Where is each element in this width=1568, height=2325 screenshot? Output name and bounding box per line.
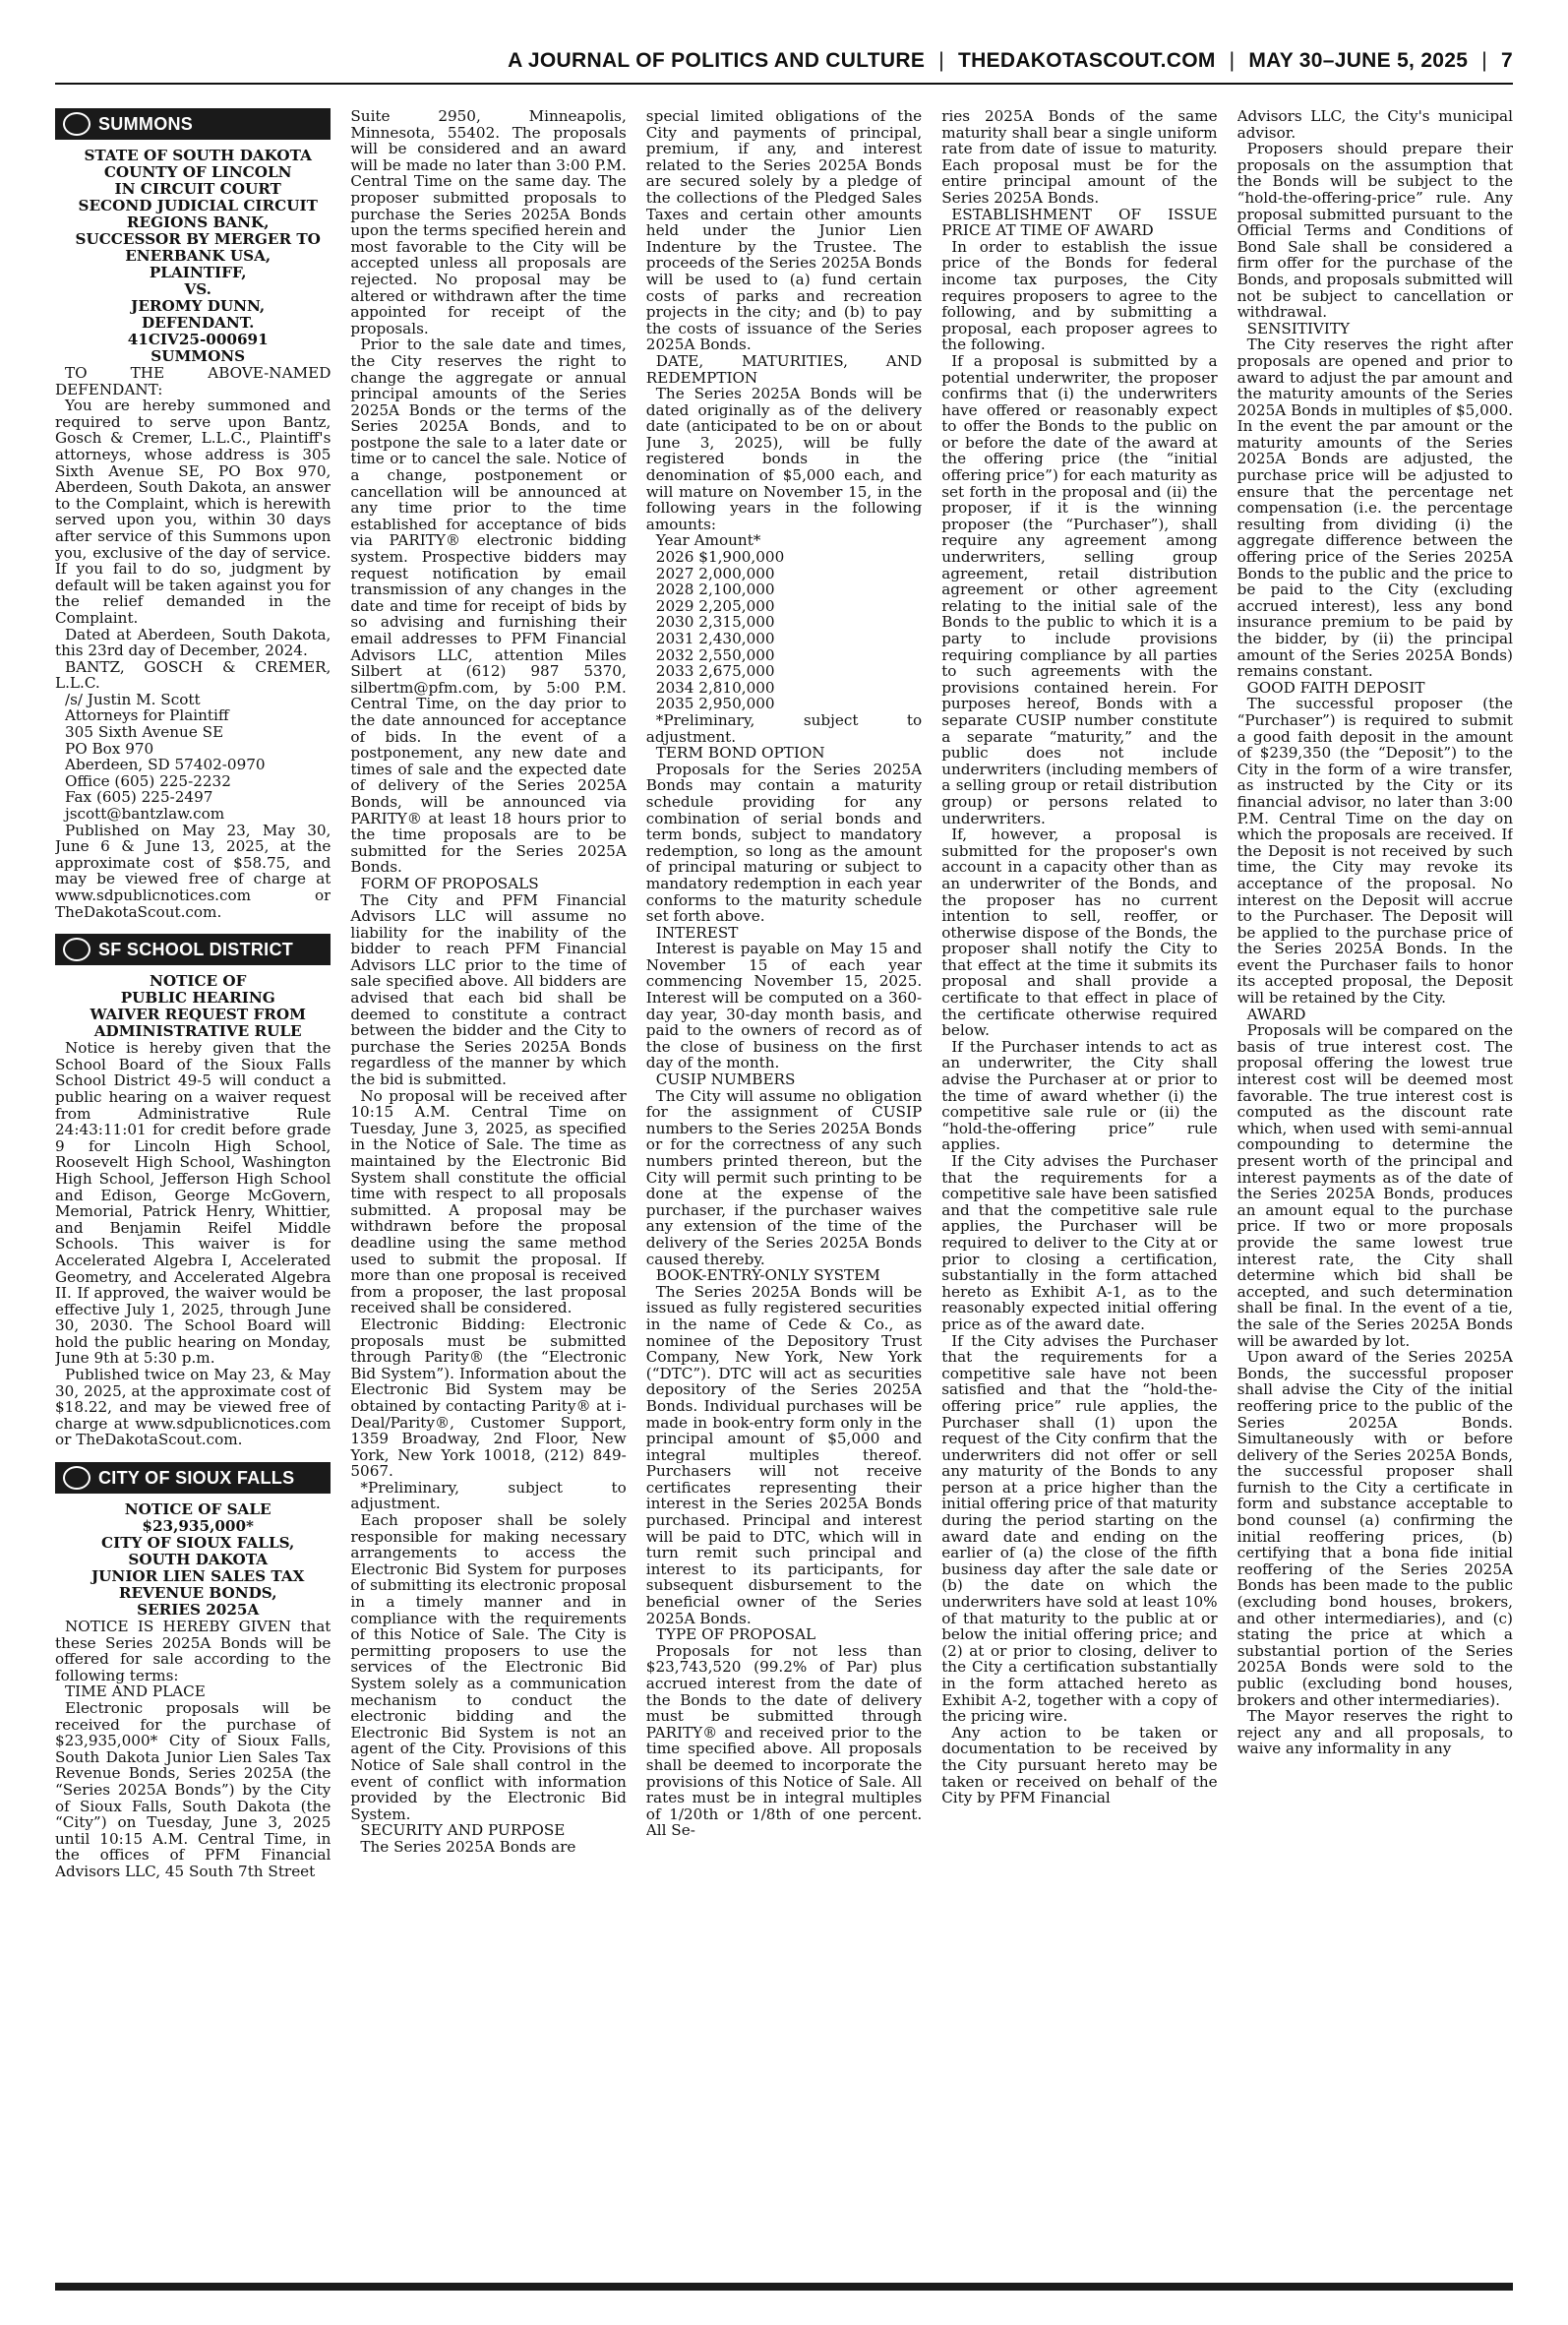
notice-heading-line: SUCCESSOR BY MERGER TO	[75, 230, 321, 248]
site-name: THEDAKOTASCOUT.COM	[957, 49, 1216, 72]
notice-paragraph: Dated at Aberdeen, South Dakota, this 23rd day of December, 2024.	[55, 625, 332, 660]
notice-paragraph: You are hereby summoned and required to serve upon Bantz, Gosch & Cremer, L.L.C., Plaintiff's attorneys, whose address is 305 Sixth Avenue SE, PO Box 970, Aberdeen, South Dakota, an answer to the Complaint, which is herewith served upon you, within 30 days after service of this Summons upon you, exclusive of the day of service. If you fail to do so, judgment by default will be taken against you for the relief demanded in the Complaint.	[55, 397, 332, 627]
subsection-heading: SECURITY AND PURPOSE	[360, 1821, 566, 1840]
subsection-heading: DATE, MATURITIES, AND REDEMPTION	[645, 351, 923, 387]
header-separator: |	[938, 49, 944, 72]
notice-heading-line: NOTICE OF	[149, 972, 247, 991]
notice-paragraph: The Series 2025A Bonds are	[360, 1837, 576, 1856]
notice-paragraph: Advisors LLC, the City's municipal advisor.	[1236, 108, 1513, 142]
notice-heading-line: REGIONS BANK,	[126, 214, 270, 231]
notice-heading-line: NOTICE OF SALE	[124, 1500, 271, 1519]
notice-heading-line: SERIES 2025A	[137, 1601, 260, 1620]
notice-heading-line: $23,935,000*	[142, 1517, 254, 1536]
notice-heading-line: PLAINTIFF,	[149, 264, 247, 281]
signature-line: Aberdeen, SD 57402-0970	[65, 756, 266, 774]
notice-heading-line: ADMINISTRATIVE RULE	[93, 1022, 302, 1041]
notice-heading-line: JUNIOR LIEN SALES TAX	[91, 1567, 305, 1586]
notice-paragraph: No proposal will be received after 10:15 A.M. Central Time on Tuesday, June 3, 2025, as specified in the Notice of Sale. The time as maintained by the Electronic Bid System shall constitute the official time with respect to all proposals submitted. A proposal may be withdrawn before the proposal deadline using the same method used to submit the proposal. If more than one proposal is received from a proposer, the last proposal received shall be considered.	[350, 1086, 627, 1317]
maturity-row: 2026 $1,900,000	[655, 548, 785, 567]
notice-paragraph: Electronic Bidding: Electronic proposals must be submitted through Parity® (the “Electronic Bid System”). Information about the Electronic Bid System may be obtained by contacting Parity® at i-Deal/Parity®, Customer Support, 1359 Broadway, 2nd Floor, New York, New York 10018, (212) 849-5067.	[350, 1315, 627, 1481]
subsection-heading: GOOD FAITH DEPOSIT	[1246, 678, 1425, 697]
subsection-heading: AWARD	[1246, 1005, 1306, 1023]
scout-logo-icon	[55, 1462, 98, 1494]
notice-paragraph: Any action to be taken or documentation to be received by the City pursuant hereto may be taken or received on behalf of the City by PFM Financial	[941, 1723, 1218, 1807]
notice-heading-line: SECOND JUDICIAL CIRCUIT	[78, 197, 318, 214]
notice-paragraph: Published on May 23, May 30, June 6 & June 13, 2025, at the approximate cost of $58.75, and may be viewed free of charge at www.sdpublicnotices.com or TheDakotaScout.com.	[55, 821, 332, 921]
signature-line: jscott@bantzlaw.com	[65, 805, 225, 824]
maturity-row: 2030 2,315,000	[655, 613, 775, 632]
subsection-heading: ESTABLISHMENT OF ISSUE PRICE AT TIME OF AWARD	[941, 205, 1218, 240]
notice-paragraph: Proposers should prepare their proposals on the assumption that the Bonds will be subject to the “hold-the-offering-price” rule. Any proposal submitted pursuant to the Official Terms and Conditions of Bond Sale shall be considered a firm offer for the purchase of the Bonds, and proposals submitted will not be subject to cancellation or withdrawal.	[1236, 140, 1513, 322]
notice-paragraph: Proposals for not less than $23,743,520 (99.2% of Par) plus accrued interest from the date of the Bonds to the date of delivery must be submitted through PARITY® and received prior to the time specified above. All proposals shall be deemed to incorporate the provisions of this Notice of Sale. All rates must be in integral multiples of 1/20th or 1/8th of one percent. All Se-	[645, 1641, 923, 1840]
subsection-heading: BOOK-ENTRY-ONLY SYSTEM	[655, 1266, 880, 1285]
section-title: SF SCHOOL DISTRICT	[98, 939, 294, 959]
notice-heading-line: SOUTH DAKOTA	[128, 1551, 268, 1569]
maturity-row: 2035 2,950,000	[655, 695, 775, 713]
maturity-row: 2027 2,000,000	[655, 564, 775, 582]
notice-paragraph: ries 2025A Bonds of the same maturity shall bear a single uniform rate from date of issue to maturity. Each proposal must be for the entire principal amount of the Series 2025A Bonds.	[941, 108, 1218, 207]
notice-paragraph: If the City advises the Purchaser that the requirements for a competitive sale have been satisfied and that the competitive sale rule applies, the Purchaser will be required to deliver to the City at or prior to closing a certification, substantially in the form attached hereto as Exhibit A-1, as to the reasonably expected initial offering price as of the award date.	[941, 1152, 1218, 1333]
notice-paragraph: BANTZ, GOSCH & CREMER, L.L.C.	[55, 657, 332, 693]
column-3	[646, 108, 922, 2283]
maturity-row: 2034 2,810,000	[655, 678, 775, 697]
subsection-heading: TERM BOND OPTION	[655, 744, 825, 763]
notice-paragraph: The successful proposer (the “Purchaser”) is required to submit a good faith deposit in the amount of $239,350 (the “Deposit”) to the City in the form of a wire transfer, as instructed by the City or its financial advisor, no later than 3:00 P.M. Central Time on the day on which the proposals are received. If the Deposit is not received by such time, the City may revoke its acceptance of the proposal. No interest on the Deposit will accrue to the Purchaser. The Deposit will be applied to the purchase price of the Series 2025A Bonds. In the event the Purchaser fails to honor its accepted proposal, the Deposit will be retained by the City.	[1236, 695, 1513, 1008]
maturity-row: 2029 2,205,000	[655, 596, 775, 615]
maturity-row: Year Amount*	[655, 531, 761, 550]
issue-date: MAY 30–JUNE 5, 2025	[1248, 49, 1469, 72]
notice-paragraph: Published twice on May 23, & May 30, 2025, at the approximate cost of $18.22, and may be viewed free of charge at www.sdpublicnotices.com or TheDakotaScout.com.	[55, 1366, 332, 1449]
signature-line: /s/ Justin M. Scott	[65, 690, 201, 708]
notice-paragraph: The Series 2025A Bonds will be issued as fully registered securities in the name of Cede & Co., as nominee of the Depository Trust Company, New York, New York (“DTC”). DTC will act as securities depository of the Series 2025A Bonds. Individual purchases will be made in book-entry form only in the principal amount of $5,000 and integral multiples thereof. Purchasers will not receive certificates representing their interest in the Series 2025A Bonds purchased. Principal and interest will be paid to DTC, which will in turn remit such principal and interest to its participants, for subsequent disbursement to the beneficial owner of the Series 2025A Bonds.	[645, 1282, 923, 1627]
scout-logo-icon	[55, 934, 98, 965]
notice-paragraph: Proposals will be compared on the basis of true interest cost. The proposal offering the lowest true interest cost will be deemed most favorable. The true interest cost is computed as the discount rate which, when used with semi-annual compounding to determine the present worth of the principal and interest payments as of the date of the Series 2025A Bonds, produces an amount equal to the purchase price. If two or more proposals provide the same lowest true interest rate, the City shall determine which bid shall be accepted, and such determination shall be final. In the event of a tie, the sale of the Series 2025A Bonds will be awarded by lot.	[1236, 1021, 1513, 1350]
subsection-heading: TYPE OF PROPOSAL	[655, 1625, 816, 1644]
maturity-row: 2032 2,550,000	[655, 645, 775, 664]
maturity-row: 2031 2,430,000	[655, 630, 775, 647]
notice-heading-line: DEFENDANT.	[141, 314, 255, 332]
notice-paragraph: Proposals for the Series 2025A Bonds may contain a maturity schedule providing for any combination of serial bonds and term bonds, subject to mandatory redemption, so long as the amount of principal maturing or subject to mandatory redemption in each year conforms to the maturity schedule set forth above.	[645, 760, 923, 926]
notice-heading-line: WAIVER REQUEST FROM	[90, 1006, 306, 1024]
notice-paragraph: special limited obligations of the City and payments of principal, premium, if any, and interest related to the Series 2025A Bonds are secured solely by a pledge of the collections of the Pledged Sales Taxes and certain other amounts held under the Junior Lien Indenture by the Trustee. The proceeds of the Series 2025A Bonds will be used to (a) fund certain costs of parks and recreation projects in the city; and (b) to pay the costs of issuance of the Series 2025A Bonds.	[645, 108, 923, 354]
notice-heading-line: 41CIV25-000691	[127, 331, 269, 348]
notice-paragraph: If the Purchaser intends to act as an underwriter, the City shall advise the Purchaser at or prior to the time of award whether (i) the competitive sale rule or (ii) the “hold-the-offering price” rule applies.	[941, 1037, 1218, 1154]
header-separator: |	[1481, 49, 1488, 72]
notice-paragraph: Notice is hereby given that the School Board of the Sioux Falls School District 49-5 will conduct a public hearing on a waiver request from Administrative Rule 24:43:11:01 for credit before grade 9 for Lincoln High School, Roosevelt High School, Washington High School, Jefferson High School and Edison, George McGovern, Memorial, Patrick Henry, Whittier, and Benjamin Reifel Middle Schools. This waiver is for Accelerated Algebra I, Accelerated Geometry, and Accelerated Algebra II. If approved, the waiver would be effective July 1, 2025, through June 30, 2030. The School Board will hold the public hearing on Monday, June 9th at 5:30 p.m.	[55, 1039, 332, 1368]
section-title: CITY OF SIOUX FALLS	[98, 1467, 295, 1488]
column-5	[1237, 108, 1513, 2283]
notice-heading-line: CITY OF SIOUX FALLS,	[101, 1534, 295, 1553]
notice-paragraph: Suite 2950, Minneapolis, Minnesota, 55402. The proposals will be considered and an award will be made no later than 3:00 P.M. Central Time on the same day. The proposer submitted proposals to purchase the Series 2025A Bonds upon the terms specified herein and most favorable to the City will be accepted unless all proposals are rejected. No proposal may be altered or withdrawn after the time appointed for receipt of the proposals.	[350, 108, 627, 337]
notice-paragraph: TO THE ABOVE-NAMED DEFENDANT:	[55, 364, 332, 398]
signature-line: Office (605) 225-2232	[65, 771, 231, 790]
column-2	[350, 108, 626, 2283]
notice-heading-line: STATE OF SOUTH DAKOTA	[84, 147, 312, 164]
notice-paragraph: If the City advises the Purchaser that the requirements for a competitive sale have not been satisfied and that the “hold-the-offering price” rule applies, the Purchaser shall (1) upon the request of the City confirm that the underwriters did not offer or sell any maturity of the Bonds to any person at a price higher than the initial offering price of that maturity during the period starting on the award date and ending on the earlier of (a) the close of the fifth business day after the sale date or (b) the date on which the underwriters have sold at least 10% of that maturity to the public at or below the initial offering price; and (2) at or prior to closing, deliver to the City a certification substantially in the form attached hereto as Exhibit A-2, together with a copy of the pricing wire.	[941, 1331, 1218, 1726]
notice-heading-line: ENERBANK USA,	[125, 247, 271, 265]
subsection-heading: CUSIP NUMBERS	[655, 1071, 796, 1089]
notice-heading-line: COUNTY OF LINCOLN	[103, 163, 292, 181]
notice-paragraph: If a proposal is submitted by a potential underwriter, the proposer confirms that (i) the underwriters have offered or reasonably expect to offer the Bonds to the public on or before the date of the award at the offering price (the “initial offering price”) for each maturity as set forth in the proposal and (ii) the proposer, if it is the winning proposer (the “Purchaser”), shall require any agreement among underwriters, selling group agreement, retail distribution agreement or other agreement relating to the initial sale of the Bonds to the public to which it is a party to include provisions requiring compliance by all parties to such agreements with the provisions contained herein. For purposes hereof, Bonds with a separate CUSIP number constitute a separate “maturity,” and the public does not include underwriters (including members of a selling group or retail distribution group) or persons related to underwriters.	[941, 351, 1218, 827]
journal-tagline: A JOURNAL OF POLITICS AND CULTURE	[508, 49, 926, 72]
section-banner-sf-school-district	[55, 934, 331, 965]
notice-paragraph: The Mayor reserves the right to reject any and all proposals, to waive any informality in any	[1236, 1707, 1513, 1758]
notice-paragraph: The City reserves the right after proposals are opened and prior to award to adjust the par amount and the maturity amounts of the Series 2025A Bonds in multiples of $5,000. In the event the par amount or the maturity amounts of the Series 2025A Bonds are adjusted, the purchase price will be adjusted to ensure that the percentage net compensation (i.e. the percentage resulting from dividing (i) the aggregate difference between the offering price of the Series 2025A Bonds to the public and the price to be paid to the City (excluding accrued interest), less any bond insurance premium to be paid by the bidder, by (ii) the principal amount of the Series 2025A Bonds) remains constant.	[1236, 336, 1513, 681]
notice-paragraph: The City will assume no obligation for the assignment of CUSIP numbers to the Series 2025A Bonds or for the correctness of any such numbers printed thereon, but the City will permit such printing to be done at the expense of the purchaser, if the purchaser waives any extension of the time of the delivery of the Series 2025A Bonds caused thereby.	[645, 1086, 923, 1268]
subsection-heading: SENSITIVITY	[1246, 319, 1351, 337]
subsection-heading: TIME AND PLACE	[65, 1683, 206, 1701]
column-1	[55, 108, 331, 2283]
notice-heading-line: JEROMY DUNN,	[131, 297, 266, 315]
signature-line: PO Box 970	[65, 739, 154, 758]
column-4	[941, 108, 1217, 2283]
notice-paragraph: The City and PFM Financial Advisors LLC will assume no liability for the inability of the bidder to reach PFM Financial Advisors LLC prior to the time of sale specified above. All bidders are advised that each bid shall be deemed to constitute a contract between the bidder and the City to purchase the Series 2025A Bonds regardless of the manner by which the bid is submitted.	[350, 890, 627, 1089]
subsection-heading: INTEREST	[655, 923, 739, 942]
notice-paragraph: Upon award of the Series 2025A Bonds, the successful proposer shall advise the City of the initial reoffering price to the public of the Series 2025A Bonds. Simultaneously with or before delivery of the Series 2025A Bonds, the successful proposer shall furnish to the City a certificate in form and substance acceptable to bond counsel (a) confirming the initial reoffering prices, (b) certifying that a bona fide initial reoffering of the Series 2025A Bonds has been made to the public (excluding bond houses, brokers, and other intermediaries), and (c) stating the price at which a substantial portion of the Series 2025A Bonds were sold to the public (excluding bond houses, brokers and other intermediaries).	[1236, 1348, 1513, 1709]
notice-paragraph: Prior to the sale date and times, the City reserves the right to change the aggregate or annual principal amounts of the Series 2025A Bonds or the terms of the Series 2025A Bonds, and to postpone the sale to a later date or time or to cancel the sale. Notice of a change, postponement or cancellation will be announced at any time prior to the time established for acceptance of bids via PARITY® electronic bidding system. Prospective bidders may request notification by email transmission of any changes in the date and time for receipt of bids by so advising and furnishing their email addresses to PFM Financial Advisors LLC, attention Miles Silbert at (612) 987 5370, silbertm@pfm.com, by 5:00 P.M. Central Time, on the day prior to the date announced for acceptance of bids. In the event of a postponement, any new date and times of sale and the expected date of delivery of the Series 2025A Bonds, will be announced via PARITY® at least 18 hours prior to the time proposals are to be submitted for the Series 2025A Bonds.	[350, 336, 627, 877]
notice-heading-line: SUMMONS	[151, 347, 246, 365]
section-banner-summons	[55, 108, 331, 140]
section-title: SUMMONS	[98, 113, 194, 134]
section-banner-city-of-sioux-falls	[55, 1462, 331, 1494]
notice-paragraph: If, however, a proposal is submitted for the proposer's own account in a capacity other than as an underwriter of the Bonds, and the proposer has no current intention to sell, reoffer, or otherwise dispose of the Bonds, the proposer shall notify the City to that effect at the time it submits its proposal and shall provide a certificate to that effect in place of the certificate otherwise required below.	[941, 826, 1218, 1040]
header-separator: |	[1229, 49, 1236, 72]
notice-heading-line: PUBLIC HEARING	[120, 989, 275, 1008]
notice-paragraph: In order to establish the issue price of the Bonds for federal income tax purposes, the City requires proposers to agree to the following, and by submitting a proposal, each proposer agrees to the following.	[941, 237, 1218, 354]
bottom-rule	[55, 2283, 1513, 2291]
legal-notices-columns	[55, 108, 1513, 2283]
signature-line: Attorneys for Plaintiff	[65, 706, 229, 725]
notice-paragraph: NOTICE IS HEREBY GIVEN that these Series 2025A Bonds will be offered for sale according to the following terms:	[55, 1618, 332, 1684]
page-header	[55, 39, 1513, 85]
notice-paragraph: *Preliminary, subject to adjustment.	[350, 1478, 627, 1513]
notice-heading-line: VS.	[184, 280, 211, 298]
scout-logo-icon	[55, 108, 98, 140]
signature-line: 305 Sixth Avenue SE	[65, 723, 224, 742]
subsection-heading: FORM OF PROPOSALS	[360, 874, 539, 892]
notice-heading-line: IN CIRCUIT COURT	[114, 180, 281, 198]
notice-paragraph: Each proposer shall be solely responsible for making necessary arrangements to access the Electronic Bid System for purposes of submitting its electronic proposal in a timely manner and in compliance with the requirements of this Notice of Sale. The City is permitting proposers to use the services of the Electronic Bid System solely as a communication mechanism to conduct the electronic bidding and the Electronic Bid System is not an agent of the City. Provisions of this Notice of Sale shall control in the event of conflict with information provided by the Electronic Bid System.	[350, 1511, 627, 1823]
signature-line: Fax (605) 225-2497	[65, 788, 213, 807]
maturity-row: 2033 2,675,000	[655, 662, 775, 681]
maturity-row: 2028 2,100,000	[655, 581, 775, 599]
notice-heading-line: REVENUE BONDS,	[118, 1584, 277, 1603]
notice-paragraph: Electronic proposals will be received for the purchase of $23,935,000* City of Sioux Falls, South Dakota Junior Lien Sales Tax Revenue Bonds, Series 2025A (the “Series 2025A Bonds”) by the City of Sioux Falls, South Dakota (the “City”) on Tuesday, June 3, 2025 until 10:15 A.M. Central Time, in the offices of PFM Financial Advisors LLC, 45 South 7th Street	[55, 1699, 332, 1880]
notice-paragraph: *Preliminary, subject to adjustment.	[645, 710, 923, 746]
notice-paragraph: The Series 2025A Bonds will be dated originally as of the delivery date (anticipated to be on or about June 3, 2025), will be fully registered bonds in the denomination of $5,000 each, and will mature on November 15, in the following years in the following amounts:	[645, 385, 923, 533]
notice-paragraph: Interest is payable on May 15 and November 15 of each year commencing November 15, 2025. Interest will be computed on a 360-day year, 30-day month basis, and paid to the owners of record as of the close of business on the first day of the month.	[645, 940, 923, 1072]
page-number: 7	[1501, 49, 1513, 72]
